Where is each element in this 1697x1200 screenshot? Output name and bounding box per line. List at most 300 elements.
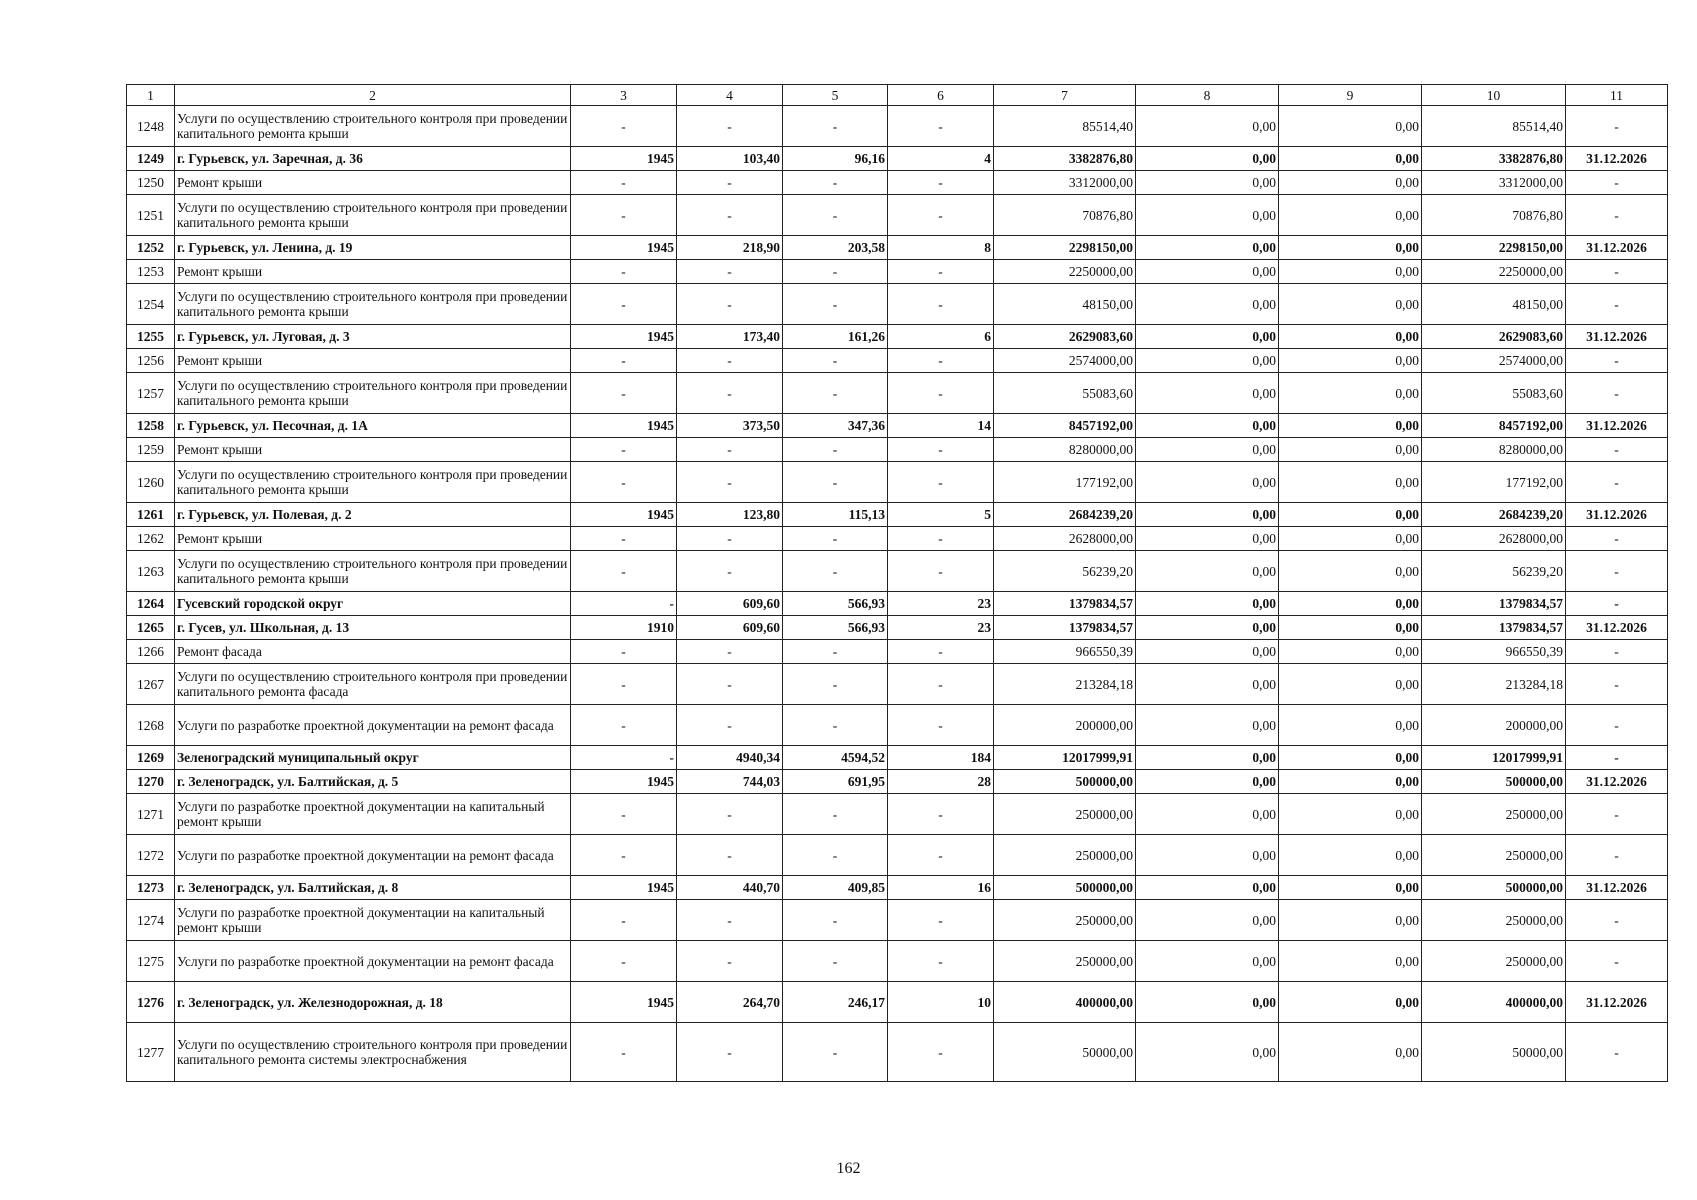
col-11-value: 31.12.2026 xyxy=(1566,982,1668,1023)
col-6-value: - xyxy=(888,527,994,551)
row-number: 1264 xyxy=(127,592,175,616)
row-number: 1277 xyxy=(127,1023,175,1082)
col-6-value: 184 xyxy=(888,746,994,770)
col-8-value: 0,00 xyxy=(1136,835,1279,876)
col-4-value: - xyxy=(677,260,783,284)
col-10-value: 8280000,00 xyxy=(1422,438,1566,462)
col-10-value: 2574000,00 xyxy=(1422,349,1566,373)
col-9-value: 0,00 xyxy=(1279,616,1422,640)
row-number: 1248 xyxy=(127,106,175,147)
col-4-value: 123,80 xyxy=(677,503,783,527)
col-8-value: 0,00 xyxy=(1136,147,1279,171)
row-number: 1276 xyxy=(127,982,175,1023)
col-3-value: - xyxy=(571,900,677,941)
table-row-address xyxy=(127,325,1668,349)
col-6-value: 4 xyxy=(888,147,994,171)
col-3-value: - xyxy=(571,284,677,325)
item-name: Услуги по осуществлению строительного контроля при проведении капитального ремонта крыши xyxy=(175,551,571,592)
col-3-value: - xyxy=(571,746,677,770)
col-8-value: 0,00 xyxy=(1136,592,1279,616)
col-11-value: - xyxy=(1566,462,1668,503)
col-5-value: - xyxy=(783,900,888,941)
col-11-value: 31.12.2026 xyxy=(1566,616,1668,640)
row-number: 1258 xyxy=(127,414,175,438)
col-3-value: - xyxy=(571,640,677,664)
col-6-value: 28 xyxy=(888,770,994,794)
col-4-value: - xyxy=(677,664,783,705)
item-name: Услуги по разработке проектной документации на капитальный ремонт крыши xyxy=(175,794,571,835)
col-9-value: 0,00 xyxy=(1279,876,1422,900)
col-5-value: 566,93 xyxy=(783,616,888,640)
row-number: 1261 xyxy=(127,503,175,527)
col-4-value: - xyxy=(677,171,783,195)
col-header-7: 7 xyxy=(994,85,1136,106)
col-11-value: - xyxy=(1566,1023,1668,1082)
col-7-value: 8280000,00 xyxy=(994,438,1136,462)
col-4-value: 218,90 xyxy=(677,236,783,260)
col-9-value: 0,00 xyxy=(1279,835,1422,876)
col-header-2: 2 xyxy=(175,85,571,106)
col-10-value: 200000,00 xyxy=(1422,705,1566,746)
col-11-value: 31.12.2026 xyxy=(1566,147,1668,171)
col-8-value: 0,00 xyxy=(1136,349,1279,373)
item-name: Ремонт фасада xyxy=(175,640,571,664)
row-number: 1252 xyxy=(127,236,175,260)
item-name: Услуги по разработке проектной документации на ремонт фасада xyxy=(175,705,571,746)
col-10-value: 50000,00 xyxy=(1422,1023,1566,1082)
col-11-value: 31.12.2026 xyxy=(1566,236,1668,260)
col-9-value: 0,00 xyxy=(1279,462,1422,503)
row-number: 1271 xyxy=(127,794,175,835)
col-6-value: - xyxy=(888,260,994,284)
table-row-service xyxy=(127,106,1668,147)
table-row-service xyxy=(127,284,1668,325)
col-header-5: 5 xyxy=(783,85,888,106)
col-11-value: 31.12.2026 xyxy=(1566,503,1668,527)
col-9-value: 0,00 xyxy=(1279,527,1422,551)
col-6-value: - xyxy=(888,106,994,147)
row-number: 1257 xyxy=(127,373,175,414)
col-8-value: 0,00 xyxy=(1136,640,1279,664)
col-9-value: 0,00 xyxy=(1279,941,1422,982)
item-name: Ремонт крыши xyxy=(175,260,571,284)
col-7-value: 500000,00 xyxy=(994,770,1136,794)
col-11-value: - xyxy=(1566,527,1668,551)
col-9-value: 0,00 xyxy=(1279,900,1422,941)
col-5-value: 203,58 xyxy=(783,236,888,260)
table-row-service xyxy=(127,551,1668,592)
col-11-value: - xyxy=(1566,640,1668,664)
col-6-value: 23 xyxy=(888,592,994,616)
col-3-value: - xyxy=(571,462,677,503)
col-4-value: - xyxy=(677,794,783,835)
col-5-value: - xyxy=(783,640,888,664)
col-10-value: 3312000,00 xyxy=(1422,171,1566,195)
col-5-value: - xyxy=(783,941,888,982)
col-5-value: 347,36 xyxy=(783,414,888,438)
col-8-value: 0,00 xyxy=(1136,900,1279,941)
col-header-10: 10 xyxy=(1422,85,1566,106)
col-9-value: 0,00 xyxy=(1279,325,1422,349)
col-9-value: 0,00 xyxy=(1279,705,1422,746)
col-9-value: 0,00 xyxy=(1279,746,1422,770)
col-9-value: 0,00 xyxy=(1279,260,1422,284)
row-number: 1253 xyxy=(127,260,175,284)
col-7-value: 3382876,80 xyxy=(994,147,1136,171)
table-row-service xyxy=(127,900,1668,941)
col-5-value: - xyxy=(783,527,888,551)
row-number: 1274 xyxy=(127,900,175,941)
col-5-value: - xyxy=(783,462,888,503)
col-10-value: 56239,20 xyxy=(1422,551,1566,592)
col-10-value: 2298150,00 xyxy=(1422,236,1566,260)
col-8-value: 0,00 xyxy=(1136,527,1279,551)
column-number-header-row xyxy=(127,85,1668,106)
col-4-value: - xyxy=(677,438,783,462)
page-number: 162 xyxy=(836,1160,861,1177)
col-4-value: - xyxy=(677,195,783,236)
col-9-value: 0,00 xyxy=(1279,794,1422,835)
item-name: Услуги по осуществлению строительного контроля при проведении капитального ремонта фасада xyxy=(175,664,571,705)
col-3-value: - xyxy=(571,195,677,236)
col-7-value: 213284,18 xyxy=(994,664,1136,705)
col-4-value: - xyxy=(677,106,783,147)
col-8-value: 0,00 xyxy=(1136,284,1279,325)
table-row-service xyxy=(127,260,1668,284)
row-number: 1260 xyxy=(127,462,175,503)
col-5-value: 4594,52 xyxy=(783,746,888,770)
table-row-service xyxy=(127,1023,1668,1082)
col-7-value: 1379834,57 xyxy=(994,592,1136,616)
row-number: 1250 xyxy=(127,171,175,195)
col-9-value: 0,00 xyxy=(1279,147,1422,171)
col-3-value: - xyxy=(571,171,677,195)
item-name: Ремонт крыши xyxy=(175,171,571,195)
col-header-3: 3 xyxy=(571,85,677,106)
col-3-value: - xyxy=(571,551,677,592)
col-7-value: 250000,00 xyxy=(994,835,1136,876)
table-row-service xyxy=(127,462,1668,503)
col-8-value: 0,00 xyxy=(1136,794,1279,835)
col-9-value: 0,00 xyxy=(1279,664,1422,705)
col-7-value: 966550,39 xyxy=(994,640,1136,664)
item-name: Услуги по осуществлению строительного контроля при проведении капитального ремонта крыши xyxy=(175,462,571,503)
col-8-value: 0,00 xyxy=(1136,705,1279,746)
item-name: Услуги по осуществлению строительного контроля при проведении капитального ремонта крыши xyxy=(175,106,571,147)
col-3-value: - xyxy=(571,527,677,551)
col-10-value: 1379834,57 xyxy=(1422,592,1566,616)
col-8-value: 0,00 xyxy=(1136,551,1279,592)
col-8-value: 0,00 xyxy=(1136,438,1279,462)
col-10-value: 55083,60 xyxy=(1422,373,1566,414)
col-7-value: 2628000,00 xyxy=(994,527,1136,551)
col-9-value: 0,00 xyxy=(1279,171,1422,195)
item-name: Ремонт крыши xyxy=(175,349,571,373)
col-10-value: 177192,00 xyxy=(1422,462,1566,503)
col-5-value: 161,26 xyxy=(783,325,888,349)
col-header-4: 4 xyxy=(677,85,783,106)
col-6-value: - xyxy=(888,438,994,462)
item-name: Услуги по осуществлению строительного контроля при проведении капитального ремонта крыши xyxy=(175,195,571,236)
row-number: 1270 xyxy=(127,770,175,794)
col-7-value: 8457192,00 xyxy=(994,414,1136,438)
item-name: г. Гурьевск, ул. Заречная, д. 36 xyxy=(175,147,571,171)
col-7-value: 250000,00 xyxy=(994,794,1136,835)
row-number: 1266 xyxy=(127,640,175,664)
col-6-value: - xyxy=(888,284,994,325)
table-row-address xyxy=(127,746,1668,770)
col-8-value: 0,00 xyxy=(1136,414,1279,438)
col-6-value: - xyxy=(888,705,994,746)
col-10-value: 2250000,00 xyxy=(1422,260,1566,284)
col-7-value: 2629083,60 xyxy=(994,325,1136,349)
col-3-value: - xyxy=(571,438,677,462)
col-7-value: 2298150,00 xyxy=(994,236,1136,260)
item-name: Услуги по разработке проектной документации на ремонт фасада xyxy=(175,941,571,982)
col-9-value: 0,00 xyxy=(1279,349,1422,373)
col-10-value: 400000,00 xyxy=(1422,982,1566,1023)
col-9-value: 0,00 xyxy=(1279,438,1422,462)
col-5-value: 96,16 xyxy=(783,147,888,171)
col-4-value: 609,60 xyxy=(677,616,783,640)
table-row-service xyxy=(127,794,1668,835)
col-4-value: - xyxy=(677,1023,783,1082)
col-6-value: 8 xyxy=(888,236,994,260)
col-10-value: 12017999,91 xyxy=(1422,746,1566,770)
col-4-value: 440,70 xyxy=(677,876,783,900)
col-10-value: 213284,18 xyxy=(1422,664,1566,705)
col-11-value: - xyxy=(1566,106,1668,147)
row-number: 1249 xyxy=(127,147,175,171)
col-6-value: - xyxy=(888,900,994,941)
col-9-value: 0,00 xyxy=(1279,1023,1422,1082)
col-11-value: - xyxy=(1566,373,1668,414)
col-7-value: 2250000,00 xyxy=(994,260,1136,284)
col-3-value: 1910 xyxy=(571,616,677,640)
col-6-value: 16 xyxy=(888,876,994,900)
col-9-value: 0,00 xyxy=(1279,414,1422,438)
table-row-service xyxy=(127,835,1668,876)
col-3-value: - xyxy=(571,835,677,876)
col-header-1: 1 xyxy=(127,85,175,106)
col-3-value: 1945 xyxy=(571,770,677,794)
item-name: г. Гурьевск, ул. Луговая, д. 3 xyxy=(175,325,571,349)
col-5-value: - xyxy=(783,1023,888,1082)
col-6-value: - xyxy=(888,373,994,414)
table-row-service xyxy=(127,640,1668,664)
table-row-service xyxy=(127,527,1668,551)
col-6-value: - xyxy=(888,349,994,373)
col-6-value: - xyxy=(888,551,994,592)
row-number: 1254 xyxy=(127,284,175,325)
col-11-value: 31.12.2026 xyxy=(1566,770,1668,794)
col-4-value: 609,60 xyxy=(677,592,783,616)
col-10-value: 2684239,20 xyxy=(1422,503,1566,527)
table-row-address xyxy=(127,876,1668,900)
col-6-value: - xyxy=(888,462,994,503)
col-9-value: 0,00 xyxy=(1279,640,1422,664)
col-8-value: 0,00 xyxy=(1136,325,1279,349)
item-name: г. Гурьевск, ул. Полевая, д. 2 xyxy=(175,503,571,527)
col-4-value: - xyxy=(677,900,783,941)
col-10-value: 1379834,57 xyxy=(1422,616,1566,640)
col-10-value: 48150,00 xyxy=(1422,284,1566,325)
col-5-value: 246,17 xyxy=(783,982,888,1023)
col-3-value: - xyxy=(571,705,677,746)
col-5-value: - xyxy=(783,705,888,746)
item-name: г. Гурьевск, ул. Песочная, д. 1А xyxy=(175,414,571,438)
col-6-value: - xyxy=(888,171,994,195)
col-8-value: 0,00 xyxy=(1136,616,1279,640)
table-row-service xyxy=(127,171,1668,195)
col-3-value: - xyxy=(571,349,677,373)
col-10-value: 500000,00 xyxy=(1422,770,1566,794)
col-10-value: 2629083,60 xyxy=(1422,325,1566,349)
col-6-value: 14 xyxy=(888,414,994,438)
col-4-value: 173,40 xyxy=(677,325,783,349)
col-3-value: - xyxy=(571,106,677,147)
row-number: 1269 xyxy=(127,746,175,770)
col-9-value: 0,00 xyxy=(1279,503,1422,527)
col-11-value: - xyxy=(1566,260,1668,284)
col-10-value: 8457192,00 xyxy=(1422,414,1566,438)
col-11-value: - xyxy=(1566,438,1668,462)
item-name: Услуги по разработке проектной документации на капитальный ремонт крыши xyxy=(175,900,571,941)
col-7-value: 56239,20 xyxy=(994,551,1136,592)
col-7-value: 50000,00 xyxy=(994,1023,1136,1082)
col-8-value: 0,00 xyxy=(1136,770,1279,794)
row-number: 1262 xyxy=(127,527,175,551)
col-9-value: 0,00 xyxy=(1279,195,1422,236)
col-3-value: - xyxy=(571,664,677,705)
col-5-value: 115,13 xyxy=(783,503,888,527)
col-4-value: - xyxy=(677,462,783,503)
col-8-value: 0,00 xyxy=(1136,373,1279,414)
col-3-value: - xyxy=(571,941,677,982)
col-4-value: - xyxy=(677,527,783,551)
col-6-value: - xyxy=(888,195,994,236)
col-6-value: 10 xyxy=(888,982,994,1023)
col-4-value: 373,50 xyxy=(677,414,783,438)
col-6-value: - xyxy=(888,941,994,982)
col-11-value: - xyxy=(1566,592,1668,616)
col-7-value: 1379834,57 xyxy=(994,616,1136,640)
col-9-value: 0,00 xyxy=(1279,982,1422,1023)
row-number: 1256 xyxy=(127,349,175,373)
col-6-value: 23 xyxy=(888,616,994,640)
col-7-value: 2684239,20 xyxy=(994,503,1136,527)
col-6-value: 5 xyxy=(888,503,994,527)
col-7-value: 200000,00 xyxy=(994,705,1136,746)
col-3-value: 1945 xyxy=(571,414,677,438)
col-8-value: 0,00 xyxy=(1136,876,1279,900)
col-5-value: - xyxy=(783,284,888,325)
row-number: 1259 xyxy=(127,438,175,462)
col-11-value: - xyxy=(1566,705,1668,746)
col-4-value: - xyxy=(677,349,783,373)
col-5-value: - xyxy=(783,106,888,147)
col-7-value: 500000,00 xyxy=(994,876,1136,900)
col-4-value: - xyxy=(677,373,783,414)
col-10-value: 250000,00 xyxy=(1422,835,1566,876)
col-11-value: - xyxy=(1566,195,1668,236)
table-row-address xyxy=(127,236,1668,260)
col-11-value: - xyxy=(1566,171,1668,195)
col-11-value: - xyxy=(1566,551,1668,592)
row-number: 1268 xyxy=(127,705,175,746)
item-name: г. Гурьевск, ул. Ленина, д. 19 xyxy=(175,236,571,260)
col-8-value: 0,00 xyxy=(1136,171,1279,195)
col-11-value: - xyxy=(1566,941,1668,982)
table-row-address xyxy=(127,592,1668,616)
col-3-value: 1945 xyxy=(571,876,677,900)
table-row-address xyxy=(127,147,1668,171)
col-5-value: - xyxy=(783,664,888,705)
row-number: 1263 xyxy=(127,551,175,592)
col-7-value: 85514,40 xyxy=(994,106,1136,147)
col-7-value: 70876,80 xyxy=(994,195,1136,236)
col-3-value: 1945 xyxy=(571,147,677,171)
item-name: Услуги по осуществлению строительного контроля при проведении капитального ремонта крыши xyxy=(175,284,571,325)
col-5-value: - xyxy=(783,195,888,236)
col-4-value: - xyxy=(677,284,783,325)
col-6-value: - xyxy=(888,640,994,664)
item-name: Ремонт крыши xyxy=(175,438,571,462)
col-8-value: 0,00 xyxy=(1136,195,1279,236)
col-11-value: - xyxy=(1566,835,1668,876)
row-number: 1272 xyxy=(127,835,175,876)
col-9-value: 0,00 xyxy=(1279,551,1422,592)
col-8-value: 0,00 xyxy=(1136,462,1279,503)
table-row-address xyxy=(127,982,1668,1023)
col-header-6: 6 xyxy=(888,85,994,106)
col-8-value: 0,00 xyxy=(1136,746,1279,770)
col-11-value: - xyxy=(1566,349,1668,373)
table-row-address xyxy=(127,503,1668,527)
col-3-value: - xyxy=(571,1023,677,1082)
col-10-value: 70876,80 xyxy=(1422,195,1566,236)
col-8-value: 0,00 xyxy=(1136,941,1279,982)
col-7-value: 2574000,00 xyxy=(994,349,1136,373)
col-10-value: 2628000,00 xyxy=(1422,527,1566,551)
col-6-value: - xyxy=(888,835,994,876)
col-8-value: 0,00 xyxy=(1136,503,1279,527)
col-6-value: - xyxy=(888,794,994,835)
col-8-value: 0,00 xyxy=(1136,1023,1279,1082)
item-name: г. Зеленоградск, ул. Балтийская, д. 8 xyxy=(175,876,571,900)
col-7-value: 55083,60 xyxy=(994,373,1136,414)
col-5-value: - xyxy=(783,171,888,195)
col-9-value: 0,00 xyxy=(1279,770,1422,794)
col-3-value: 1945 xyxy=(571,982,677,1023)
col-5-value: - xyxy=(783,260,888,284)
col-3-value: 1945 xyxy=(571,236,677,260)
col-7-value: 48150,00 xyxy=(994,284,1136,325)
table-row-service xyxy=(127,941,1668,982)
col-10-value: 250000,00 xyxy=(1422,900,1566,941)
item-name: г. Гусев, ул. Школьная, д. 13 xyxy=(175,616,571,640)
row-number: 1255 xyxy=(127,325,175,349)
col-6-value: - xyxy=(888,1023,994,1082)
col-4-value: 264,70 xyxy=(677,982,783,1023)
col-10-value: 3382876,80 xyxy=(1422,147,1566,171)
col-7-value: 250000,00 xyxy=(994,941,1136,982)
col-4-value: 103,40 xyxy=(677,147,783,171)
col-6-value: 6 xyxy=(888,325,994,349)
col-5-value: - xyxy=(783,373,888,414)
col-7-value: 177192,00 xyxy=(994,462,1136,503)
col-5-value: - xyxy=(783,794,888,835)
